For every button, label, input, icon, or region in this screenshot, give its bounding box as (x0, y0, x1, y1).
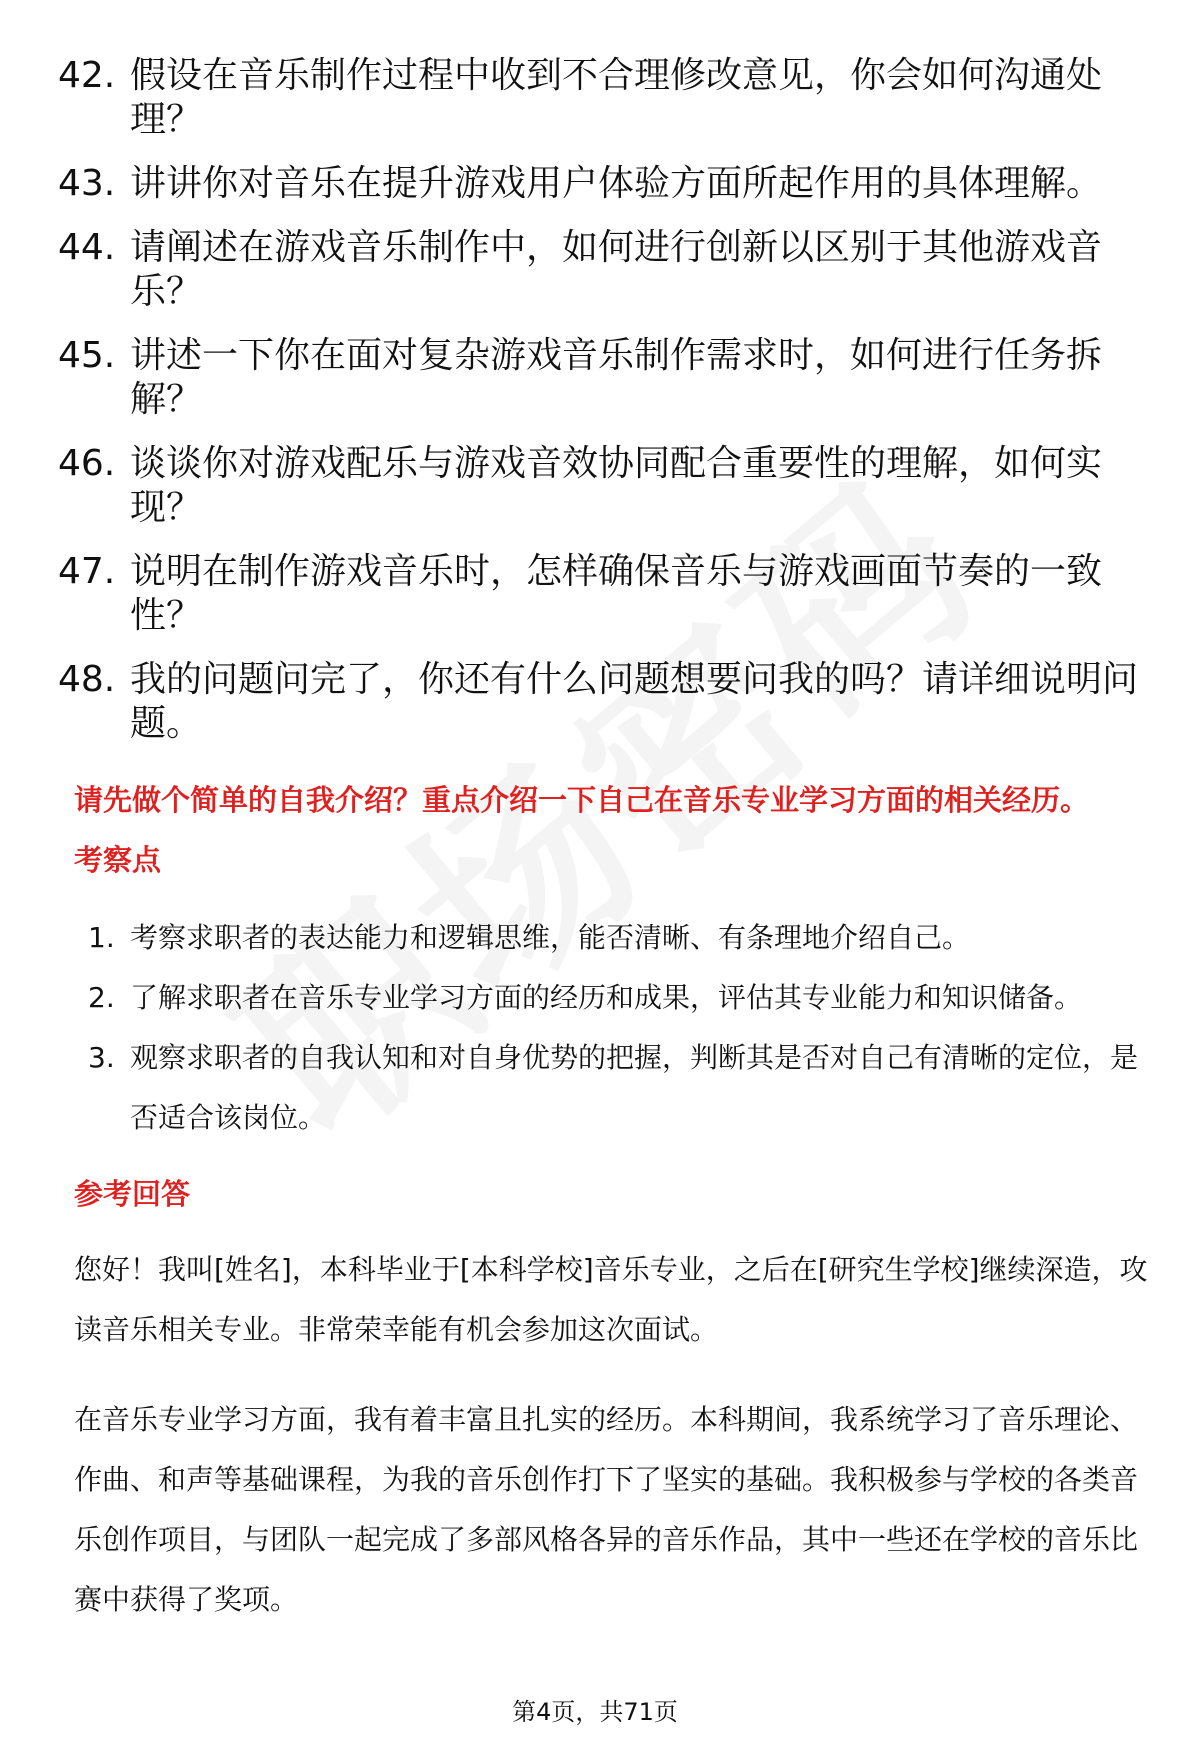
question-text: 说明在制作游戏音乐时，怎样确保音乐与游戏画面节奏的一致性？ (130, 551, 1103, 636)
question-text: 讲述一下你在面对复杂游戏音乐制作需求时，如何进行任务拆解？ (130, 335, 1103, 420)
question-item (58, 550, 1148, 638)
point-number: 2. (88, 981, 115, 1014)
point-text: 考察求职者的表达能力和逻辑思维，能否清晰、有条理地介绍自己。 (130, 921, 971, 954)
point-text: 了解求职者在音乐专业学习方面的经历和成果，评估其专业能力和知识储备。 (130, 981, 1083, 1014)
assessment-points (88, 908, 1148, 1148)
assessment-point (88, 1028, 1148, 1148)
assessment-title: 考察点 (74, 843, 162, 877)
page-footer: 第4页，共71页 (512, 1698, 678, 1726)
assessment-point (88, 968, 1148, 1028)
question-number: 43. (58, 163, 116, 204)
question-item (58, 334, 1148, 422)
question-item (58, 162, 1148, 206)
question-number: 48. (58, 659, 116, 700)
answer-paragraph: 您好！我叫[姓名]，本科毕业于[本科学校]音乐专业，之后在[研究生学校]继续深造，攻读音乐相关专业。非常荣幸能有机会参加这次面试。 (74, 1253, 1148, 1346)
question-number: 47. (58, 551, 116, 592)
question-list (58, 54, 1148, 766)
point-text: 观察求职者的自我认知和对自身优势的把握，判断其是否对自己有清晰的定位，是否适合该岗位。 (130, 1041, 1139, 1134)
answer-title: 参考回答 (74, 1177, 191, 1211)
question-text: 讲讲你对音乐在提升游戏用户体验方面所起作用的具体理解。 (130, 163, 1103, 204)
question-item (58, 226, 1148, 314)
question-text: 请阐述在游戏音乐制作中，如何进行创新以区别于其他游戏音乐？ (130, 227, 1103, 312)
question-text: 我的问题问完了，你还有什么问题想要问我的吗？请详细说明问题。 (130, 659, 1139, 744)
question-number: 44. (58, 227, 116, 268)
question-item (58, 658, 1148, 746)
question-text: 假设在音乐制作过程中收到不合理修改意见，你会如何沟通处理？ (130, 55, 1103, 140)
featured-question: 请先做个简单的自我介绍？重点介绍一下自己在音乐专业学习方面的相关经历。 (74, 783, 1090, 817)
question-text: 谈谈你对游戏配乐与游戏音效协同配合重要性的理解，如何实现？ (130, 443, 1103, 528)
question-number: 42. (58, 55, 116, 96)
question-item (58, 54, 1148, 142)
question-number: 46. (58, 443, 116, 484)
question-item (58, 442, 1148, 530)
point-number: 3. (88, 1041, 115, 1074)
point-number: 1. (88, 921, 115, 954)
assessment-point (88, 908, 1148, 968)
answer-paragraph: 在音乐专业学习方面，我有着丰富且扎实的经历。本科期间，我系统学习了音乐理论、作曲、和声等基础课程，为我的音乐创作打下了坚实的基础。我积极参与学校的各类音乐创作项目，与团队一起完成了多部风格各异的音乐作品，其中一些还在学校的音乐比赛中获得了奖项。 (74, 1403, 1139, 1616)
question-number: 45. (58, 335, 116, 376)
